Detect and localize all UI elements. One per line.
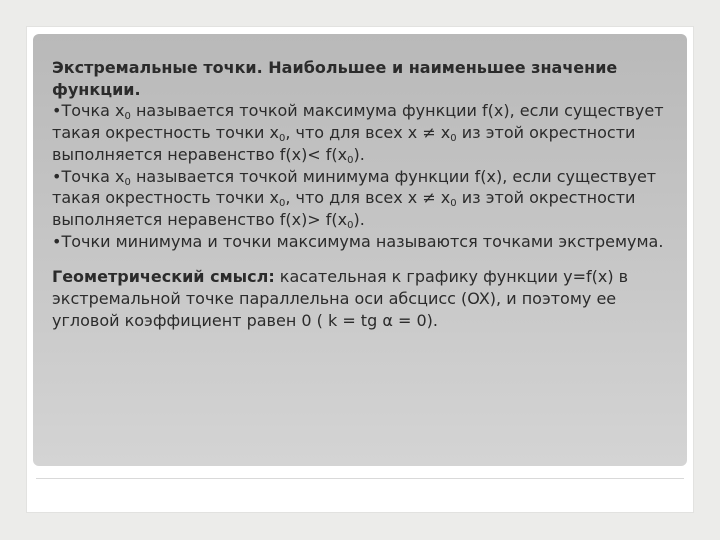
text-run: ). bbox=[353, 209, 365, 229]
geometric-meaning bbox=[52, 266, 674, 331]
subscript: 0 bbox=[450, 133, 457, 145]
geometric-label: Геометрический смысл: bbox=[52, 267, 275, 287]
text-run: ). bbox=[353, 144, 365, 164]
slide-title: Экстремальные точки. Наибольшее и наименьшее значение функции. bbox=[52, 58, 618, 99]
subscript: 0 bbox=[347, 154, 354, 166]
bullet-maximum bbox=[52, 100, 674, 165]
subscript: 0 bbox=[450, 198, 457, 210]
geometric-text: касательная к графику функции y=f(x) в экстремальной точке параллельна оси абсцисс (OX), и поэтому ее угловой коэффициент равен 0 ( k = tg α = 0). bbox=[52, 267, 629, 330]
bullet-extremum: •Точки минимума и точки максимума называются точками экстремума. bbox=[52, 231, 664, 251]
slide-text bbox=[52, 57, 674, 331]
text-run: , что для всех x ≠ x bbox=[285, 123, 451, 143]
text-run: из этой окрестности выполняется неравенство f(x)< f(x bbox=[52, 123, 636, 164]
text-run: называется точкой максимума функции f(x), если существует такая окрестность точки x bbox=[52, 101, 664, 143]
text-run: , что для всех x ≠ x bbox=[285, 188, 451, 208]
subscript: 0 bbox=[278, 133, 286, 145]
subscript: 0 bbox=[347, 219, 354, 231]
text-run: из этой окрестности выполняется неравенство f(x)> f(x bbox=[52, 188, 636, 229]
subscript: 0 bbox=[278, 198, 286, 210]
subscript: 0 bbox=[124, 111, 131, 123]
text-run: •Точка x bbox=[52, 166, 125, 186]
spacer bbox=[52, 252, 674, 266]
text-run: называется точкой минимума функции f(x), если существует такая окрестность точки x bbox=[52, 166, 657, 208]
bullet-minimum bbox=[52, 166, 674, 231]
text-run: •Точка x bbox=[52, 101, 125, 121]
divider bbox=[36, 478, 684, 479]
subscript: 0 bbox=[124, 176, 131, 188]
